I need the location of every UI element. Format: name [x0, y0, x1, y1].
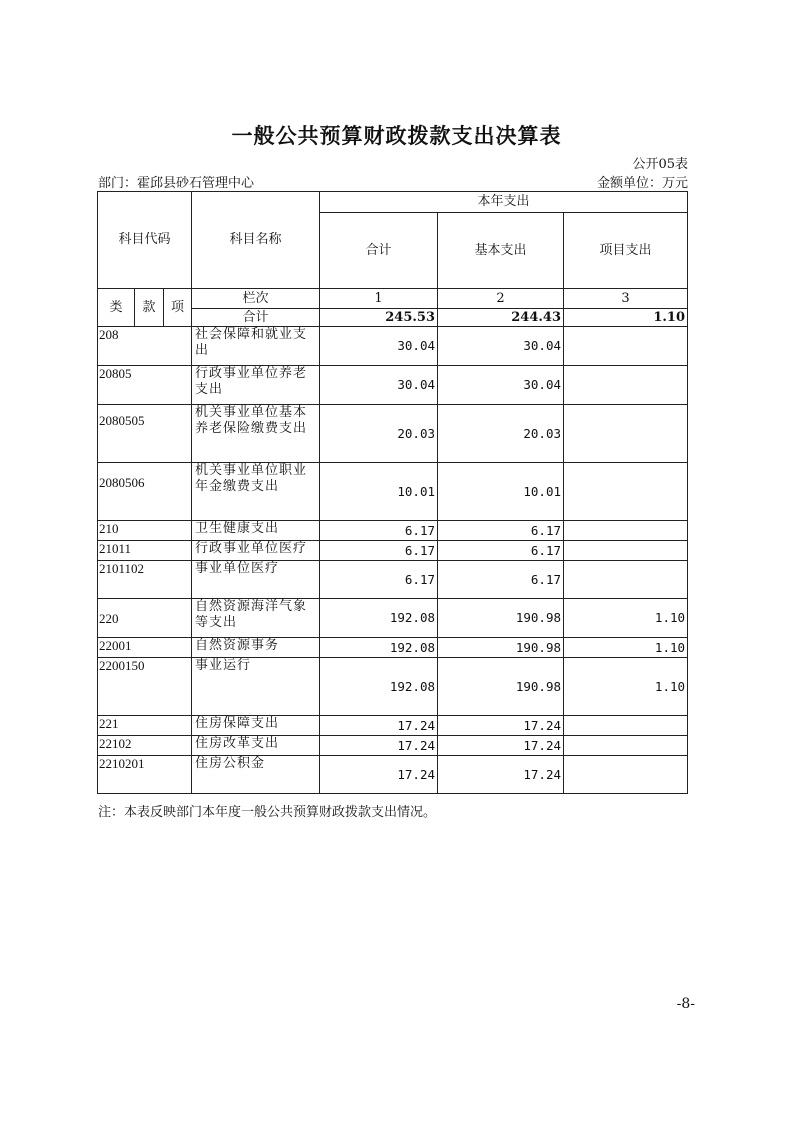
row-name: 事业运行: [192, 658, 320, 716]
row-code: 2200150: [98, 658, 192, 716]
table-row: [98, 366, 688, 405]
row-project: [564, 463, 688, 521]
row-code: 22001: [98, 638, 192, 658]
row-total: 192.08: [320, 658, 438, 716]
row-total: 6.17: [320, 541, 438, 561]
row-code: 2080506: [98, 463, 192, 521]
row-project: [564, 366, 688, 405]
department-label: 部门：霍邱县砂石管理中心: [98, 176, 255, 191]
row-basic: 190.98: [438, 638, 564, 658]
row-project: 1.10: [564, 658, 688, 716]
table-row: [98, 561, 688, 599]
row-code: 220: [98, 599, 192, 638]
row-project: 1.10: [564, 599, 688, 638]
row-name: 住房公积金: [192, 756, 320, 794]
row-code: 20805: [98, 366, 192, 405]
row-name: 行政事业单位养老支出: [192, 366, 320, 405]
header-total: 合计: [320, 213, 438, 289]
row-basic: 30.04: [438, 327, 564, 366]
row-basic: 6.17: [438, 521, 564, 541]
row-code: 2080505: [98, 405, 192, 463]
row-total: 20.03: [320, 405, 438, 463]
row-name: 自然资源事务: [192, 638, 320, 658]
page-number: -8-: [676, 996, 695, 1012]
row-code: 208: [98, 327, 192, 366]
row-basic: 6.17: [438, 561, 564, 599]
table-row: [98, 521, 688, 541]
table-row: [98, 405, 688, 463]
row-total: 10.01: [320, 463, 438, 521]
row-project: [564, 716, 688, 736]
row-basic: 6.17: [438, 541, 564, 561]
row-name: 住房保障支出: [192, 716, 320, 736]
row-project: [564, 561, 688, 599]
row-total: 192.08: [320, 599, 438, 638]
page-title: 一般公共预算财政拨款支出决算表: [231, 123, 562, 148]
header-basic: 基本支出: [438, 213, 564, 289]
col-no-3: 3: [564, 289, 688, 309]
row-total: 30.04: [320, 366, 438, 405]
expenditure-table: [97, 191, 688, 794]
row-total: 192.08: [320, 638, 438, 658]
row-total: 17.24: [320, 736, 438, 756]
row-total: 17.24: [320, 756, 438, 794]
row-name: 社会保障和就业支出: [192, 327, 320, 366]
row-code: 210: [98, 521, 192, 541]
row-name: 机关事业单位基本养老保险缴费支出: [192, 405, 320, 463]
row-name: 住房改革支出: [192, 736, 320, 756]
row-code: 21011: [98, 541, 192, 561]
row-code: 221: [98, 716, 192, 736]
table-row: [98, 541, 688, 561]
row-basic: 30.04: [438, 366, 564, 405]
header-subject-code: 科目代码: [98, 192, 192, 289]
form-number: 公开05表: [632, 157, 688, 172]
header-section: 款: [135, 289, 164, 327]
row-basic: 10.01: [438, 463, 564, 521]
header-current-year: 本年支出: [320, 192, 688, 213]
header-subject-name: 科目名称: [192, 192, 320, 289]
row-name: 自然资源海洋气象等支出: [192, 599, 320, 638]
row-project: [564, 521, 688, 541]
table-row: [98, 463, 688, 521]
row-project: [564, 736, 688, 756]
table-row: [98, 599, 688, 638]
row-code: 22102: [98, 736, 192, 756]
row-project: [564, 327, 688, 366]
row-basic: 20.03: [438, 405, 564, 463]
row-name: 卫生健康支出: [192, 521, 320, 541]
row-total: 6.17: [320, 561, 438, 599]
col-no-1: 1: [320, 289, 438, 309]
row-basic: 17.24: [438, 756, 564, 794]
table-row: [98, 658, 688, 716]
row-total: 30.04: [320, 327, 438, 366]
sum-basic: 244.43: [438, 309, 564, 327]
row-name: 机关事业单位职业年金缴费支出: [192, 463, 320, 521]
header-item: 项: [164, 289, 192, 327]
table-row: [98, 638, 688, 658]
row-basic: 17.24: [438, 716, 564, 736]
table-row: [98, 716, 688, 736]
row-name: 事业单位医疗: [192, 561, 320, 599]
row-project: [564, 541, 688, 561]
header-project: 项目支出: [564, 213, 688, 289]
header-class: 类: [98, 289, 135, 327]
sum-total: 245.53: [320, 309, 438, 327]
footnote: 注：本表反映部门本年度一般公共预算财政拨款支出情况。: [98, 805, 437, 820]
row-basic: 190.98: [438, 599, 564, 638]
row-project: [564, 405, 688, 463]
table-row: [98, 756, 688, 794]
row-total: 6.17: [320, 521, 438, 541]
row-project: [564, 756, 688, 794]
row-basic: 190.98: [438, 658, 564, 716]
sum-label: 合计: [192, 309, 320, 327]
row-code: 2210201: [98, 756, 192, 794]
table-row: [98, 327, 688, 366]
row-project: 1.10: [564, 638, 688, 658]
table-row: [98, 736, 688, 756]
row-basic: 17.24: [438, 736, 564, 756]
row-code: 2101102: [98, 561, 192, 599]
col-no-2: 2: [438, 289, 564, 309]
row-name: 行政事业单位医疗: [192, 541, 320, 561]
sum-project: 1.10: [564, 309, 688, 327]
unit-label: 金额单位：万元: [596, 176, 688, 191]
row-total: 17.24: [320, 716, 438, 736]
header-column-no: 栏次: [192, 289, 320, 309]
